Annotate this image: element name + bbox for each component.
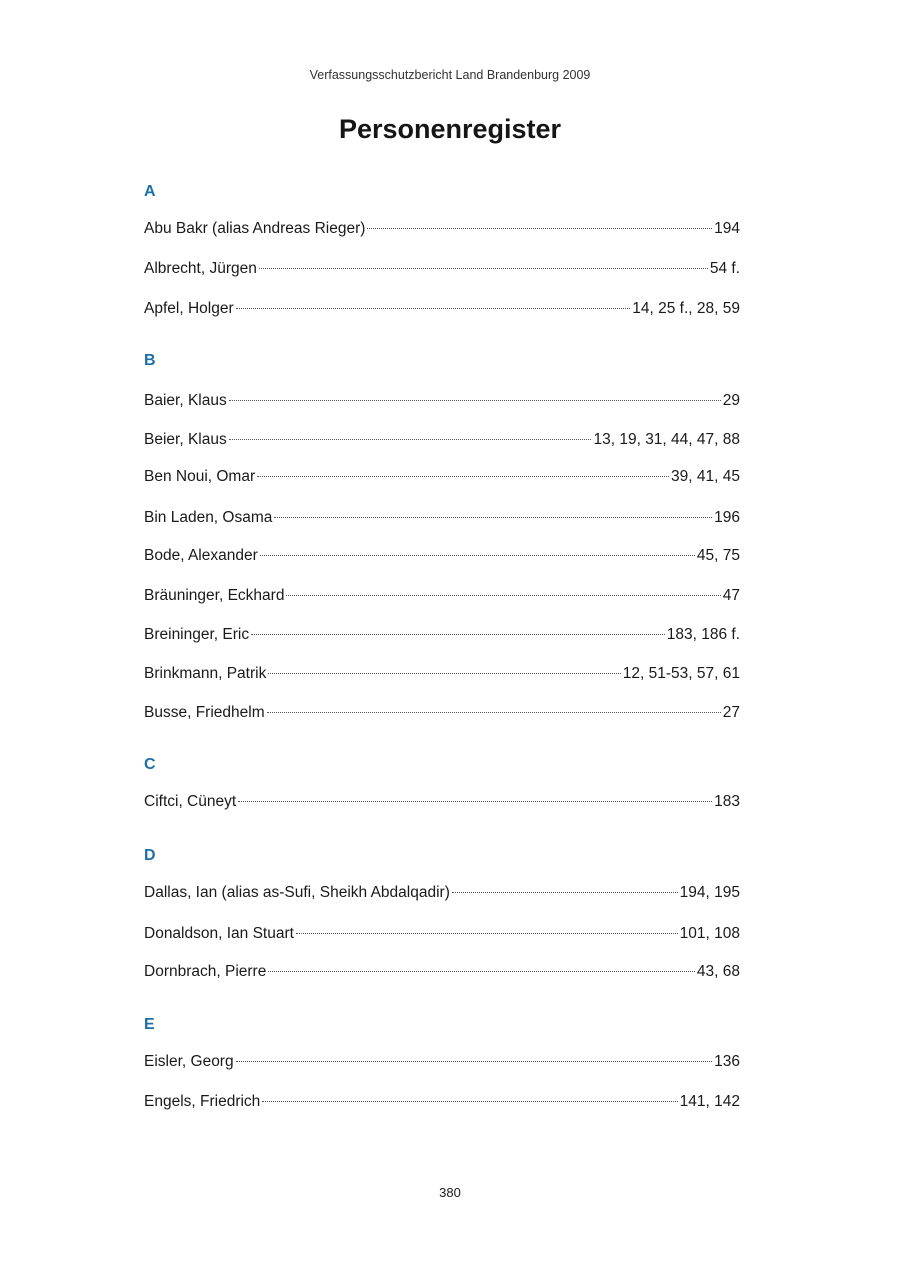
dot-leader [367, 228, 712, 229]
section-letter-c: C [144, 756, 156, 773]
dot-leader [260, 555, 695, 556]
entry-pages: 39, 41, 45 [671, 468, 740, 485]
entry-pages: 13, 19, 31, 44, 47, 88 [593, 431, 740, 448]
entry-pages: 14, 25 f., 28, 59 [632, 300, 740, 317]
dot-leader [259, 268, 708, 269]
dot-leader [296, 933, 678, 934]
entry-name: Ciftci, Cüneyt [144, 793, 237, 810]
index-entry [144, 586, 740, 606]
entry-pages: 101, 108 [679, 925, 740, 942]
entry-name: Busse, Friedhelm [144, 704, 265, 721]
index-entry [144, 962, 740, 982]
dot-leader [251, 634, 665, 635]
entry-pages: 29 [722, 392, 740, 409]
entry-pages: 194 [714, 220, 740, 237]
entry-pages: 43, 68 [696, 963, 740, 980]
entry-name: Baier, Klaus [144, 392, 227, 409]
index-entry [144, 703, 740, 723]
index-entry [144, 219, 740, 239]
dot-leader [268, 673, 620, 674]
dot-leader [452, 892, 678, 893]
entry-pages: 45, 75 [696, 547, 740, 564]
entry-pages: 194, 195 [679, 884, 740, 901]
index-entry [144, 792, 740, 812]
entry-name: Ben Noui, Omar [144, 468, 256, 485]
index-entry [144, 430, 740, 450]
running-header: Verfassungsschutzbericht Land Brandenburg 2009 [309, 68, 591, 82]
dot-leader [236, 308, 631, 309]
entry-name: Donaldson, Ian Stuart [144, 925, 294, 942]
index-entry [144, 1052, 740, 1072]
dot-leader [286, 595, 720, 596]
entry-pages: 54 f. [709, 260, 740, 277]
index-entry [144, 508, 740, 528]
dot-leader [236, 1061, 713, 1062]
index-entry [144, 299, 740, 319]
section-letter-a: A [144, 183, 156, 200]
index-entry [144, 259, 740, 279]
section-letter-b: B [144, 352, 156, 369]
dot-leader [262, 1101, 677, 1102]
index-entry [144, 883, 740, 903]
page-number: 380 [439, 1185, 461, 1200]
dot-leader [238, 801, 712, 802]
entry-name: Albrecht, Jürgen [144, 260, 257, 277]
entry-pages: 27 [722, 704, 740, 721]
index-entry [144, 625, 740, 645]
entry-name: Dornbrach, Pierre [144, 963, 267, 980]
index-entry [144, 467, 740, 487]
dot-leader [274, 517, 712, 518]
entry-pages: 12, 51-53, 57, 61 [622, 665, 740, 682]
entry-name: Beier, Klaus [144, 431, 227, 448]
dot-leader [268, 971, 695, 972]
entry-name: Bode, Alexander [144, 547, 258, 564]
index-entry [144, 391, 740, 411]
dot-leader [229, 439, 592, 440]
index-entry [144, 924, 740, 944]
entry-name: Apfel, Holger [144, 300, 234, 317]
entry-pages: 136 [714, 1053, 740, 1070]
entry-name: Eisler, Georg [144, 1053, 234, 1070]
entry-name: Engels, Friedrich [144, 1093, 261, 1110]
entry-name: Abu Bakr (alias Andreas Rieger) [144, 220, 366, 237]
dot-leader [257, 476, 669, 477]
entry-name: Bräuninger, Eckhard [144, 587, 285, 604]
section-letter-e: E [144, 1016, 155, 1033]
entry-pages: 183, 186 f. [666, 626, 740, 643]
entry-pages: 141, 142 [679, 1093, 740, 1110]
entry-pages: 183 [714, 793, 740, 810]
index-entry [144, 1092, 740, 1112]
page-title: Personenregister [338, 114, 562, 144]
index-entry [144, 664, 740, 684]
entry-name: Brinkmann, Patrik [144, 665, 267, 682]
index-entry [144, 546, 740, 566]
dot-leader [267, 712, 721, 713]
section-letter-d: D [144, 847, 156, 864]
entry-name: Bin Laden, Osama [144, 509, 273, 526]
dot-leader [229, 400, 721, 401]
entry-name: Breininger, Eric [144, 626, 250, 643]
entry-name: Dallas, Ian (alias as-Sufi, Sheikh Abdalqadir) [144, 884, 450, 901]
entry-pages: 47 [722, 587, 740, 604]
entry-pages: 196 [714, 509, 740, 526]
